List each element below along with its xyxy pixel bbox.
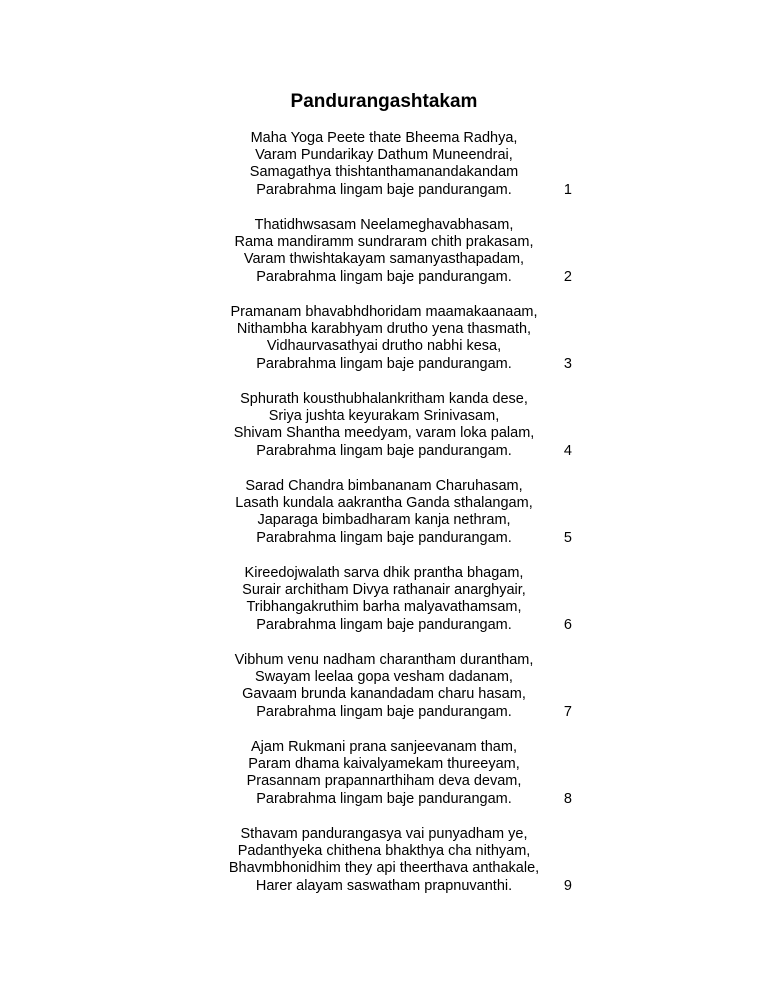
verse-number: 3 — [563, 356, 572, 372]
verse-line: Sphurath kousthubhalankritham kanda dese, — [240, 391, 528, 407]
verse-line: Sthavam pandurangasya vai punyadham ye, — [240, 826, 528, 842]
verse-line: Maha Yoga Peete thate Bheema Radhya, — [250, 130, 518, 146]
verse-line: Samagathya thishtanthamanandakandam — [249, 164, 519, 181]
page-title: Pandurangashtakam — [290, 91, 478, 112]
verse-line: Parabrahma lingam baje pandurangam. — [256, 529, 512, 546]
verse-line: Parabrahma lingam baje pandurangam. — [256, 442, 512, 459]
verse-line: Vidhaurvasathyai drutho nabhi kesa, — [266, 338, 502, 355]
verse-line: Parabrahma lingam baje pandurangam. — [256, 703, 512, 720]
verse-2 — [0, 217, 768, 304]
verse-5 — [0, 478, 768, 565]
verse-line: Shivam Shantha meedyam, varam loka palam, — [233, 425, 535, 442]
verse-line: Vibhum venu nadham charantham durantham, — [234, 652, 534, 668]
verse-line: Gavaam brunda kanandadam charu hasam, — [242, 686, 526, 703]
verse-number: 1 — [563, 182, 572, 198]
verse-line: Tribhangakruthim barha malyavathamsam, — [246, 599, 522, 616]
verse-9 — [0, 826, 768, 913]
verse-list — [0, 130, 768, 913]
verse-6 — [0, 565, 768, 652]
verse-line: Padanthyeka chithena bhakthya cha nithyam, — [237, 843, 531, 860]
verse-7 — [0, 652, 768, 739]
verse-line: Bhavmbhonidhim they api theerthava anthakale, — [228, 860, 540, 877]
verse-line: Varam thwishtakayam samanyasthapadam, — [243, 251, 525, 268]
verse-8 — [0, 739, 768, 826]
verse-line: Varam Pundarikay Dathum Muneendrai, — [255, 147, 513, 164]
verse-line: Param dhama kaivalyamekam thureeyam, — [248, 756, 520, 773]
verse-line: Pramanam bhavabhdhoridam maamakaanaam, — [230, 304, 538, 320]
verse-number: 8 — [563, 791, 572, 807]
verse-number: 9 — [563, 878, 572, 894]
verse-number: 7 — [563, 704, 572, 720]
verse-number: 4 — [563, 443, 572, 459]
verse-line: Thatidhwsasam Neelameghavabhasam, — [254, 217, 514, 233]
verse-1 — [0, 130, 768, 217]
verse-line: Prasannam prapannarthiham deva devam, — [246, 773, 522, 790]
verse-number: 2 — [563, 269, 572, 285]
verse-line: Sarad Chandra bimbananam Charuhasam, — [245, 478, 523, 494]
verse-line: Lasath kundala aakrantha Ganda sthalangam, — [235, 495, 533, 512]
verse-number: 6 — [563, 617, 572, 633]
verse-line: Parabrahma lingam baje pandurangam. — [256, 355, 512, 372]
verse-3 — [0, 304, 768, 391]
verse-line: Rama mandiramm sundraram chith prakasam, — [234, 234, 534, 251]
verse-line: Sriya jushta keyurakam Srinivasam, — [268, 408, 500, 425]
verse-line: Harer alayam saswatham prapnuvanthi. — [255, 877, 513, 894]
verse-line: Kireedojwalath sarva dhik prantha bhagam, — [244, 565, 524, 581]
verse-line: Parabrahma lingam baje pandurangam. — [256, 616, 512, 633]
verse-line: Parabrahma lingam baje pandurangam. — [256, 268, 512, 285]
verse-line: Swayam leelaa gopa vesham dadanam, — [255, 669, 513, 686]
verse-line: Surair architham Divya rathanair anarghyair, — [242, 582, 526, 599]
verse-4 — [0, 391, 768, 478]
verse-line: Ajam Rukmani prana sanjeevanam tham, — [251, 739, 517, 755]
verse-line: Parabrahma lingam baje pandurangam. — [256, 790, 512, 807]
verse-number: 5 — [563, 530, 572, 546]
verse-line: Nithambha karabhyam drutho yena thasmath, — [236, 321, 532, 338]
verse-line: Japaraga bimbadharam kanja nethram, — [257, 512, 511, 529]
verse-line: Parabrahma lingam baje pandurangam. — [256, 181, 512, 198]
